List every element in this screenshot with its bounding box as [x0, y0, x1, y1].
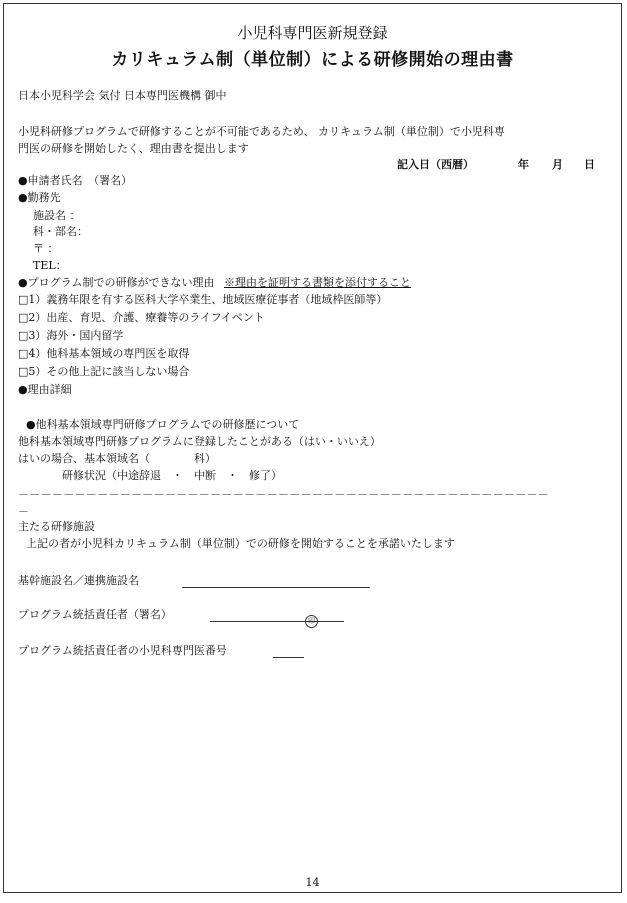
date-label: 記入日（西暦）: [397, 158, 474, 171]
approval-heading: 主たる研修施設: [18, 520, 95, 533]
facility-name-field-line[interactable]: [182, 587, 370, 588]
director-signature-line[interactable]: [210, 621, 344, 622]
postal-code-label: 〒 ：: [33, 242, 59, 255]
reason-option-4[interactable]: □4）他科基本領域の専門医を取得: [18, 347, 190, 360]
reasons-attachment-note: ※理由を証明する書類を添付すること: [224, 276, 411, 289]
facility-name-field-label: 基幹施設名／連携施設名: [18, 574, 139, 587]
director-number-line[interactable]: [273, 657, 304, 658]
reason-option-3[interactable]: □3）海外・国内留学: [18, 329, 124, 342]
workplace-label: ●勤務先: [18, 191, 61, 204]
facility-name-label: 施設名 ：: [33, 209, 81, 222]
tel-label: TEL：: [33, 259, 67, 272]
history-field-name: はいの場合、基本領域名（ 科）: [18, 452, 216, 465]
reason-option-1[interactable]: □1）義務年限を有する医科大学卒業生、地域医療従事者（地域枠医師等）: [18, 293, 388, 306]
date-month: 月: [552, 158, 563, 171]
intro-line2: 門医の研修を開始したく、理由書を提出します: [18, 142, 249, 155]
director-number-label: プログラム統括責任者の小児科専門医番号: [18, 644, 227, 657]
document-page: [3, 3, 622, 893]
reasons-heading-text: ●プログラム制での研修ができない理由: [18, 276, 215, 289]
page-title-line1: 小児科専門医新規登録: [237, 24, 388, 42]
history-status: 研修状況（中途辞退 ・ 中断 ・ 修了）: [62, 469, 282, 482]
seal-mark: [305, 608, 318, 628]
intro-line1: 小児科研修プログラムで研修することが不可能であるため、 カリキュラム制（単位制）で小児科専: [18, 125, 505, 138]
reasons-heading: [18, 276, 411, 290]
history-registered: 他科基本領域専門研修プログラムに登録したことがある（はい・いいえ）: [18, 435, 381, 448]
page-number: 14: [305, 876, 320, 889]
approval-statement: 上記の者が小児科カリキュラム制（単位制）での研修を開始することを承諾いたします: [26, 537, 455, 550]
director-signature-label: プログラム統括責任者（署名）: [18, 608, 172, 621]
reason-detail-label: ●理由詳細: [18, 383, 72, 396]
history-heading: ●他科基本領域専門研修プログラムでの研修歴について: [26, 418, 300, 431]
date-day: 日: [584, 158, 595, 171]
seal-mark-text: 印: [305, 615, 318, 628]
date-year: 年: [518, 158, 529, 171]
separator-line-tail: －: [18, 505, 30, 518]
reason-option-5[interactable]: □5）その他上記に該当しない場合: [18, 365, 190, 378]
applicant-name-label: ●申請者氏名 （署名）: [18, 174, 133, 187]
reason-option-2[interactable]: □2）出産、育児、介護、療養等のライフイベント: [18, 311, 265, 324]
page-title-line2: カリキュラム制（単位制）による研修開始の理由書: [111, 50, 514, 70]
addressee: 日本小児科学会 気付 日本専門医機構 御中: [18, 89, 227, 102]
separator-line: －－－－－－－－－－－－－－－－－－－－－－－－－－－－－－－－－－－－－－－－－－－－－－－: [18, 488, 550, 501]
department-label: 科・部名：: [33, 225, 88, 238]
